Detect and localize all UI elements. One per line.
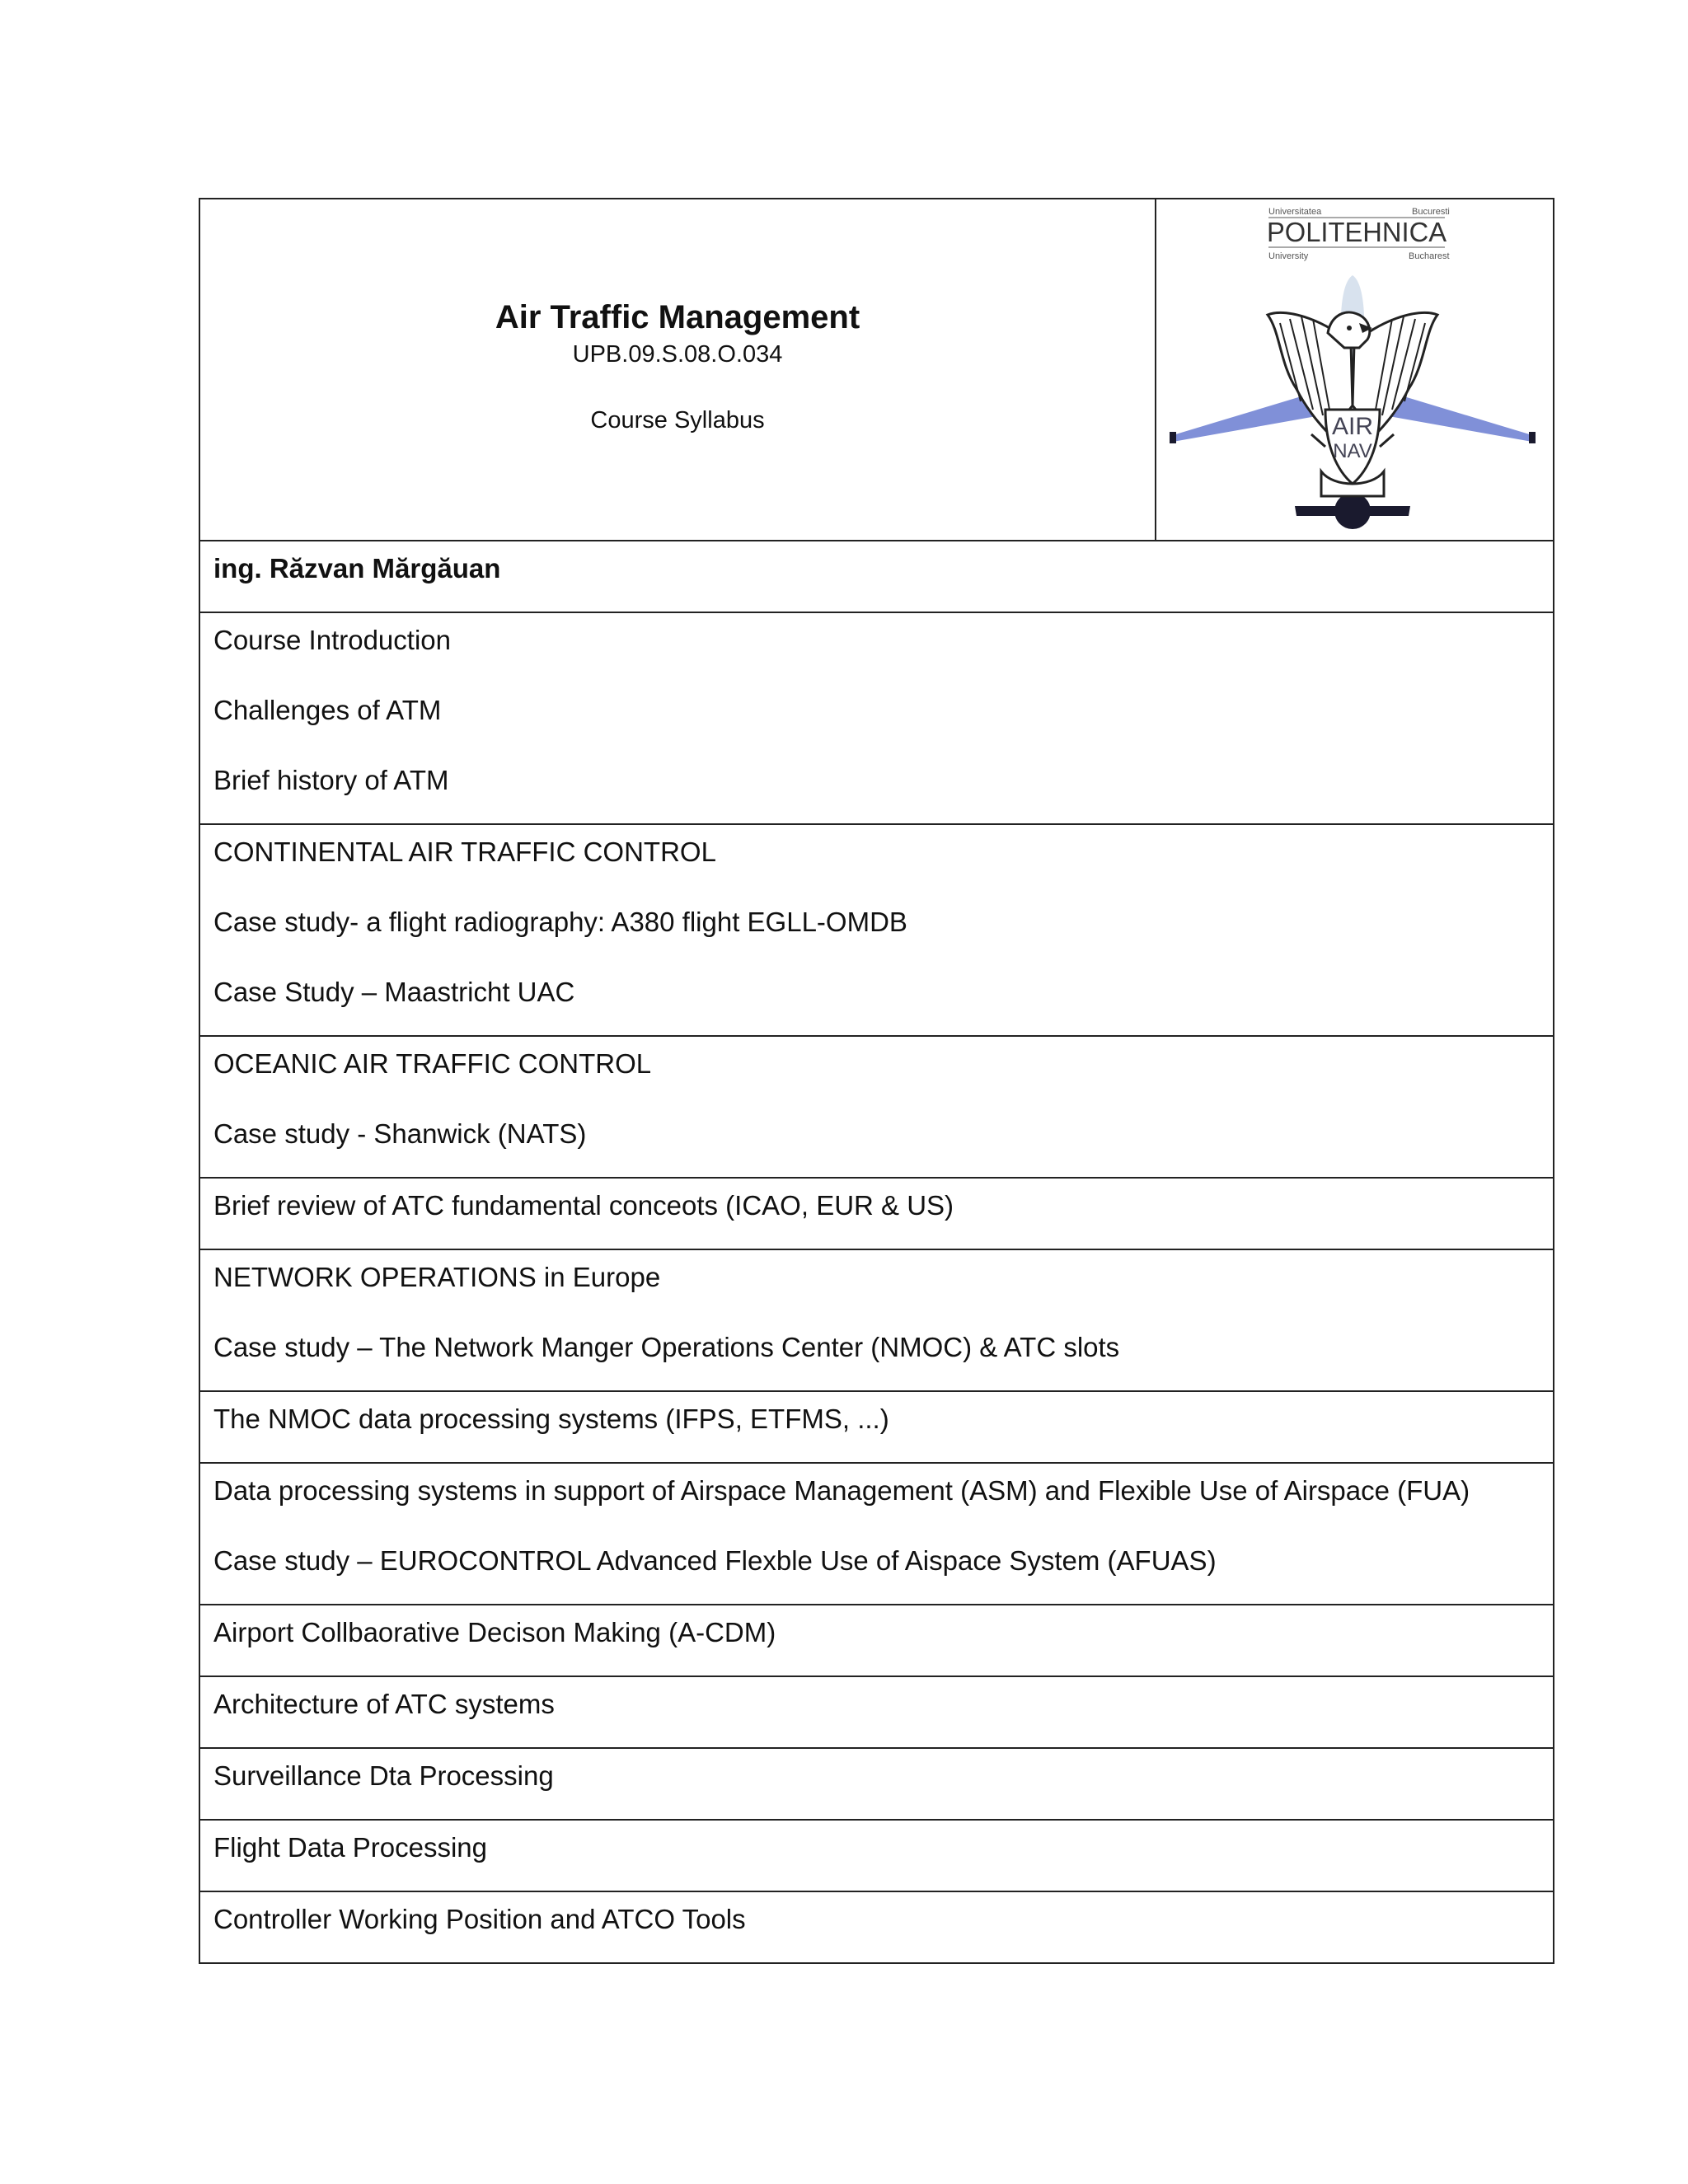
section-row bbox=[200, 1179, 1553, 1250]
section-row bbox=[200, 1392, 1553, 1464]
section-line: Controller Working Position and ATCO Tools bbox=[213, 1904, 746, 1934]
logo-name: POLITEHNICA bbox=[1267, 217, 1447, 247]
section-row bbox=[200, 1821, 1553, 1892]
section-row bbox=[200, 1605, 1553, 1677]
course-subtitle: Course Syllabus bbox=[590, 407, 765, 434]
header-row bbox=[200, 199, 1553, 541]
section-row bbox=[200, 1677, 1553, 1749]
title-block bbox=[200, 297, 1155, 435]
section-line: The NMOC data processing systems (IFPS, ETFMS, ...) bbox=[213, 1404, 889, 1434]
title-cell bbox=[200, 199, 1156, 540]
section-line: Case study – The Network Manger Operations Center (NMOC) & ATC slots bbox=[213, 1332, 1120, 1362]
instructor-name: ing. Răzvan Mărgăuan bbox=[213, 553, 501, 583]
section-row bbox=[200, 1250, 1553, 1392]
section-line: Surveillance Dta Processing bbox=[213, 1760, 554, 1791]
section-line: NETWORK OPERATIONS in Europe bbox=[213, 1262, 661, 1292]
logo-top-left: Universitatea bbox=[1268, 207, 1322, 217]
logo-badge-line1: AIR bbox=[1331, 413, 1374, 440]
section-line: Challenges of ATM bbox=[213, 695, 442, 725]
section-line: Case study – EUROCONTROL Advanced Flexble Use of Aispace System (AFUAS) bbox=[213, 1545, 1217, 1576]
section-row bbox=[200, 1464, 1553, 1605]
section-line: Data processing systems in support of Airspace Management (ASM) and Flexible Use of Airspace (FUA) bbox=[213, 1475, 1470, 1506]
section-row bbox=[200, 825, 1553, 1037]
section-line: OCEANIC AIR TRAFFIC CONTROL bbox=[213, 1048, 652, 1079]
logo-bottom-right: Bucharest bbox=[1409, 251, 1450, 261]
section-line: Case study- a flight radiography: A380 flight EGLL-OMDB bbox=[213, 907, 907, 937]
section-row bbox=[200, 1037, 1553, 1179]
section-line: Brief review of ATC fundamental conceots (ICAO, EUR & US) bbox=[213, 1190, 954, 1221]
logo-cell bbox=[1156, 199, 1553, 540]
logo-top-right: Bucuresti bbox=[1412, 207, 1450, 217]
section-line: CONTINENTAL AIR TRAFFIC CONTROL bbox=[213, 837, 716, 867]
section-line: Case Study – Maastricht UAC bbox=[213, 977, 575, 1007]
section-row bbox=[200, 1892, 1553, 1962]
instructor-row bbox=[200, 541, 1553, 613]
section-line: Case study - Shanwick (NATS) bbox=[213, 1118, 587, 1149]
course-code: UPB.09.S.08.O.034 bbox=[572, 341, 783, 368]
logo-badge-line2: NAV bbox=[1333, 440, 1372, 462]
section-line: Architecture of ATC systems bbox=[213, 1689, 555, 1719]
section-line: Course Introduction bbox=[213, 625, 451, 655]
section-row bbox=[200, 1749, 1553, 1821]
university-airnav-logo bbox=[1156, 199, 1554, 538]
section-line: Flight Data Processing bbox=[213, 1832, 487, 1863]
course-title: Air Traffic Management bbox=[495, 299, 860, 335]
section-row bbox=[200, 613, 1553, 825]
section-line: Airport Collbaorative Decison Making (A-CDM) bbox=[213, 1617, 776, 1647]
syllabus-table bbox=[199, 198, 1554, 1964]
section-line: Brief history of ATM bbox=[213, 765, 449, 795]
logo-bottom-left: University bbox=[1268, 251, 1309, 261]
